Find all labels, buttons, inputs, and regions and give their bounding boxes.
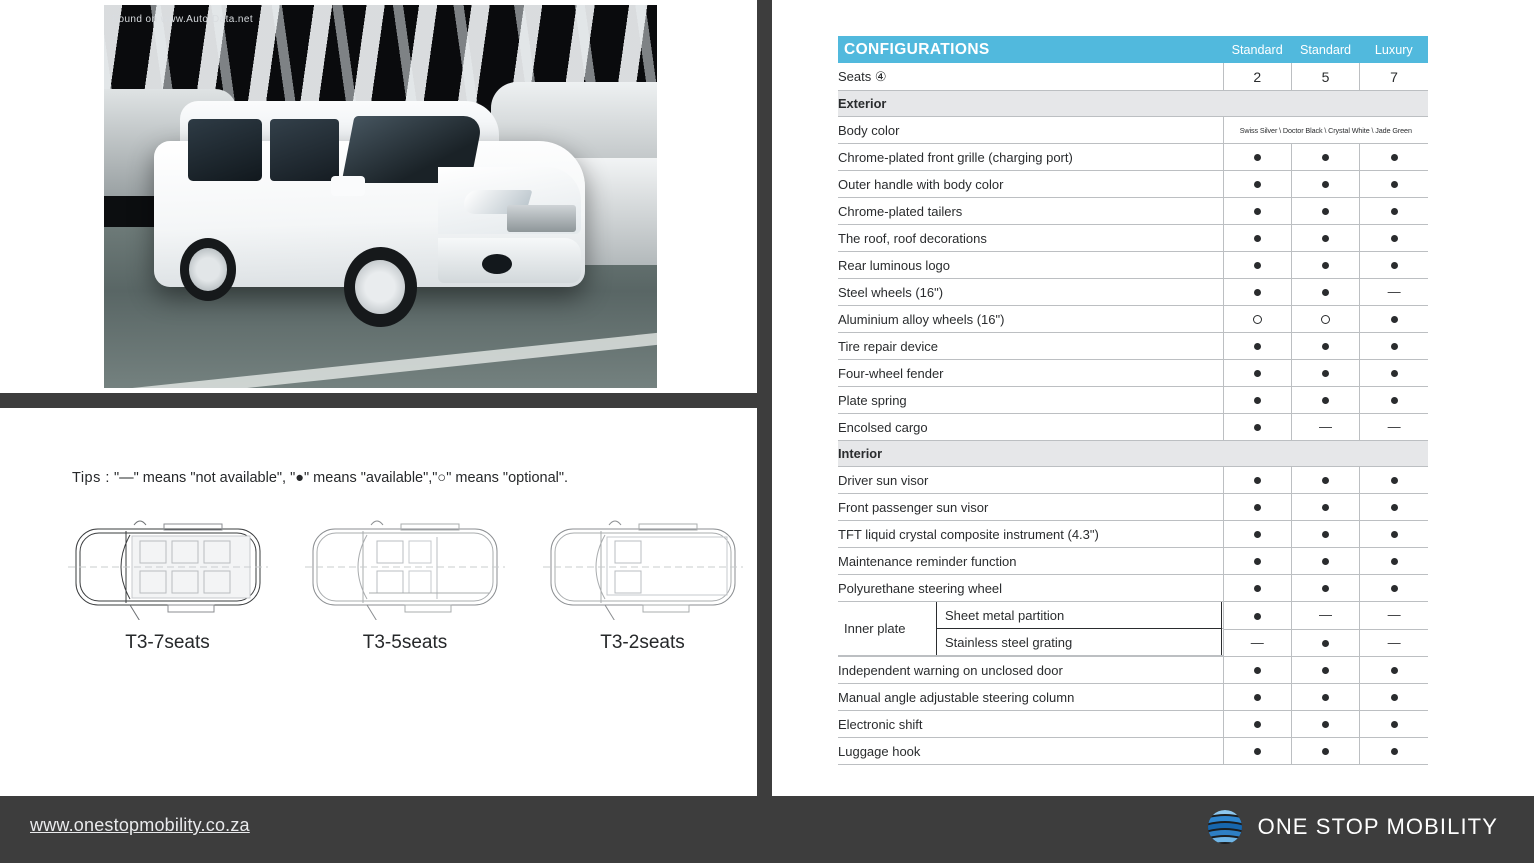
- not-available-dash-icon: —: [1387, 634, 1401, 650]
- table-row: [838, 144, 1428, 171]
- cell-variant-1: [1223, 602, 1291, 630]
- cell-variant-1: [1223, 387, 1291, 414]
- tips-text: "—" means "not available", "●" means "available","○" means "optional".: [113, 470, 569, 486]
- available-dot-icon: [1254, 289, 1261, 296]
- website-link[interactable]: www.onestopmobility.co.za: [30, 815, 250, 835]
- cell-variant-3: [1360, 387, 1428, 414]
- available-dot-icon: [1391, 558, 1398, 565]
- cell-variant-1: [1223, 711, 1291, 738]
- row-label: Plate spring: [838, 387, 1223, 414]
- cell-variant-3: [1360, 414, 1428, 441]
- table-row: [838, 171, 1428, 198]
- available-dot-icon: [1391, 504, 1398, 511]
- available-dot-icon: [1391, 370, 1398, 377]
- row-label: Luggage hook: [838, 738, 1223, 765]
- van-illustration: [154, 101, 585, 323]
- row-label: Manual angle adjustable steering column: [838, 684, 1223, 711]
- not-available-dash-icon: —: [1250, 634, 1264, 650]
- row-label: Aluminium alloy wheels (16"): [838, 306, 1223, 333]
- available-dot-icon: [1322, 721, 1329, 728]
- available-dot-icon: [1322, 262, 1329, 269]
- row-label: Body color: [838, 117, 1223, 144]
- configurations-table: [838, 36, 1428, 765]
- table-row: [838, 738, 1428, 765]
- table-row: [838, 467, 1428, 494]
- cell-variant-2: [1291, 279, 1359, 306]
- available-dot-icon: [1391, 181, 1398, 188]
- cell-variant-2: [1291, 602, 1359, 630]
- available-dot-icon: [1254, 397, 1261, 404]
- table-row: [838, 225, 1428, 252]
- table-row: [838, 198, 1428, 225]
- available-dot-icon: [1322, 154, 1329, 161]
- row-label: Front passenger sun visor: [838, 494, 1223, 521]
- cell-variant-3: [1360, 333, 1428, 360]
- available-dot-icon: [1254, 262, 1261, 269]
- cell-variant-2: [1291, 521, 1359, 548]
- cell-variant-1: [1223, 360, 1291, 387]
- available-dot-icon: [1322, 235, 1329, 242]
- van-top-view-5seats-icon: [305, 515, 505, 620]
- seat-layout-diagrams: [60, 515, 750, 685]
- cell-variant-3: [1360, 467, 1428, 494]
- vehicle-photo: [104, 5, 657, 388]
- available-dot-icon: [1322, 558, 1329, 565]
- available-dot-icon: [1322, 531, 1329, 538]
- cell-variant-3: [1360, 548, 1428, 575]
- available-dot-icon: [1391, 748, 1398, 755]
- not-available-dash-icon: —: [1387, 607, 1401, 623]
- available-dot-icon: [1322, 477, 1329, 484]
- available-dot-icon: [1391, 585, 1398, 592]
- available-dot-icon: [1254, 370, 1261, 377]
- brand-logo: [1204, 806, 1498, 848]
- van-top-view-2seats-icon: [543, 515, 743, 620]
- table-row: [838, 684, 1428, 711]
- row-label: Chrome-plated tailers: [838, 198, 1223, 225]
- cell-variant-3: [1360, 306, 1428, 333]
- cell-variant-2: [1291, 225, 1359, 252]
- available-dot-icon: [1322, 585, 1329, 592]
- tips-label: Tips :: [72, 470, 110, 486]
- available-dot-icon: [1254, 235, 1261, 242]
- available-dot-icon: [1322, 208, 1329, 215]
- not-available-dash-icon: —: [1319, 607, 1332, 623]
- cell-variant-1: [1223, 333, 1291, 360]
- diagram-t3-5seats: [298, 515, 513, 654]
- globe-icon: [1204, 806, 1246, 848]
- cell-variant-2: [1291, 387, 1359, 414]
- available-dot-icon: [1254, 748, 1261, 755]
- available-dot-icon: [1254, 343, 1261, 350]
- cell-variant-3: [1360, 521, 1428, 548]
- available-dot-icon: [1391, 397, 1398, 404]
- not-available-dash-icon: —: [1387, 419, 1401, 434]
- table-section-header: [838, 91, 1428, 117]
- cell-variant-1: [1223, 548, 1291, 575]
- column-header-2: Standard: [1291, 36, 1359, 63]
- optional-circle-icon: [1253, 315, 1262, 324]
- table-body: [838, 63, 1428, 765]
- row-label: Encolsed cargo: [838, 414, 1223, 441]
- available-dot-icon: [1254, 613, 1261, 620]
- cell-variant-2: [1291, 629, 1359, 657]
- available-dot-icon: [1391, 477, 1398, 484]
- cell-variant-2: [1291, 252, 1359, 279]
- horizontal-divider: [0, 393, 762, 408]
- row-group-label: Inner plate: [838, 602, 937, 656]
- available-dot-icon: [1391, 262, 1398, 269]
- cell-variant-1: [1223, 521, 1291, 548]
- subtable-row: [838, 602, 1223, 629]
- cell-variant-3: [1360, 279, 1428, 306]
- available-dot-icon: [1254, 477, 1261, 484]
- cell-variant-2: [1291, 198, 1359, 225]
- section-label: Exterior: [838, 91, 1428, 117]
- available-dot-icon: [1254, 208, 1261, 215]
- cell-variant-3: [1360, 711, 1428, 738]
- seats-value-3: 7: [1360, 63, 1428, 91]
- row-label: TFT liquid crystal composite instrument (4.3"): [838, 521, 1223, 548]
- cell-variant-1: [1223, 657, 1291, 684]
- table-section-header: [838, 441, 1428, 467]
- row-label: Rear luminous logo: [838, 252, 1223, 279]
- table-header: [838, 36, 1428, 63]
- available-dot-icon: [1322, 343, 1329, 350]
- cell-variant-2: [1291, 684, 1359, 711]
- row-label: Outer handle with body color: [838, 171, 1223, 198]
- body-color-options: Swiss Silver \ Doctor Black \ Crystal White \ Jade Green: [1223, 117, 1428, 144]
- available-dot-icon: [1254, 558, 1261, 565]
- available-dot-icon: [1391, 208, 1398, 215]
- cell-variant-3: [1360, 575, 1428, 602]
- cell-variant-3: [1360, 602, 1428, 630]
- cell-variant-1: [1223, 629, 1291, 657]
- column-header-3: Luxury: [1360, 36, 1428, 63]
- not-available-dash-icon: —: [1319, 419, 1332, 434]
- row-label: Steel wheels (16"): [838, 279, 1223, 306]
- table-row: [838, 360, 1428, 387]
- not-available-dash-icon: —: [1387, 284, 1401, 299]
- cell-variant-2: [1291, 575, 1359, 602]
- available-dot-icon: [1322, 667, 1329, 674]
- column-header-1: Standard: [1223, 36, 1291, 63]
- cell-variant-3: [1360, 684, 1428, 711]
- available-dot-icon: [1322, 640, 1329, 647]
- cell-variant-3: [1360, 494, 1428, 521]
- table-row: [838, 711, 1428, 738]
- cell-variant-2: [1291, 306, 1359, 333]
- diagram-label: T3-2seats: [600, 632, 685, 653]
- available-dot-icon: [1254, 585, 1261, 592]
- cell-variant-3: [1360, 252, 1428, 279]
- available-dot-icon: [1254, 154, 1261, 161]
- table-row: [838, 548, 1428, 575]
- cell-variant-3: [1360, 198, 1428, 225]
- cell-variant-2: [1291, 738, 1359, 765]
- row-label: Seats ④: [838, 63, 1223, 91]
- cell-variant-2: [1291, 360, 1359, 387]
- row-sublabel: Sheet metal partition: [937, 602, 1222, 629]
- diagram-label: T3-5seats: [362, 632, 448, 653]
- seats-value-1: 2: [1223, 63, 1291, 91]
- available-dot-icon: [1322, 748, 1329, 755]
- available-dot-icon: [1254, 531, 1261, 538]
- seats-value-2: 5: [1291, 63, 1359, 91]
- table-row-seats: [838, 63, 1428, 91]
- row-label: Four-wheel fender: [838, 360, 1223, 387]
- cell-variant-1: [1223, 252, 1291, 279]
- table-row: [838, 657, 1428, 684]
- available-dot-icon: [1322, 181, 1329, 188]
- diagram-t3-7seats: [60, 515, 275, 654]
- row-label: Electronic shift: [838, 711, 1223, 738]
- cell-variant-3: [1360, 360, 1428, 387]
- inner-plate-subtable: [838, 602, 1223, 656]
- available-dot-icon: [1254, 504, 1261, 511]
- table-row: [838, 252, 1428, 279]
- table-row: [838, 575, 1428, 602]
- table-row: [838, 306, 1428, 333]
- row-label: The roof, roof decorations: [838, 225, 1223, 252]
- brand-name: ONE STOP MOBILITY: [1257, 814, 1498, 839]
- cell-variant-1: [1223, 494, 1291, 521]
- available-dot-icon: [1322, 504, 1329, 511]
- row-sublabel: Stainless steel grating: [937, 629, 1222, 656]
- available-dot-icon: [1322, 694, 1329, 701]
- cell-variant-3: [1360, 657, 1428, 684]
- photo-watermark: Found on www.Auto-Data.net: [112, 14, 254, 25]
- table-row: [838, 387, 1428, 414]
- table-row: [838, 333, 1428, 360]
- available-dot-icon: [1322, 289, 1329, 296]
- available-dot-icon: [1391, 154, 1398, 161]
- section-label: Interior: [838, 441, 1428, 467]
- available-dot-icon: [1254, 181, 1261, 188]
- table-row: [838, 521, 1428, 548]
- cell-variant-1: [1223, 467, 1291, 494]
- cell-variant-1: [1223, 738, 1291, 765]
- cell-variant-1: [1223, 144, 1291, 171]
- row-label: Driver sun visor: [838, 467, 1223, 494]
- available-dot-icon: [1254, 694, 1261, 701]
- cell-variant-2: [1291, 657, 1359, 684]
- optional-circle-icon: [1321, 315, 1330, 324]
- tips-line: [72, 470, 568, 486]
- cell-variant-2: [1291, 711, 1359, 738]
- cell-variant-2: [1291, 467, 1359, 494]
- cell-variant-2: [1291, 144, 1359, 171]
- van-top-view-7seats-icon: [68, 515, 268, 620]
- row-label: Maintenance reminder function: [838, 548, 1223, 575]
- table-row: [838, 602, 1428, 630]
- row-label: Tire repair device: [838, 333, 1223, 360]
- cell-variant-1: [1223, 575, 1291, 602]
- diagram-t3-2seats: [535, 515, 750, 654]
- cell-variant-2: [1291, 171, 1359, 198]
- cell-variant-2: [1291, 548, 1359, 575]
- cell-variant-1: [1223, 684, 1291, 711]
- row-label: Polyurethane steering wheel: [838, 575, 1223, 602]
- cell-variant-2: [1291, 333, 1359, 360]
- table-row: [838, 279, 1428, 306]
- available-dot-icon: [1254, 667, 1261, 674]
- available-dot-icon: [1391, 316, 1398, 323]
- diagram-label: T3-7seats: [125, 632, 210, 653]
- available-dot-icon: [1322, 370, 1329, 377]
- cell-variant-3: [1360, 171, 1428, 198]
- row-label: Chrome-plated front grille (charging port): [838, 144, 1223, 171]
- available-dot-icon: [1391, 343, 1398, 350]
- cell-variant-1: [1223, 279, 1291, 306]
- cell-variant-1: [1223, 306, 1291, 333]
- available-dot-icon: [1254, 424, 1261, 431]
- table-row: [838, 414, 1428, 441]
- table-row: [838, 117, 1428, 144]
- available-dot-icon: [1254, 721, 1261, 728]
- table-title: CONFIGURATIONS: [838, 36, 1223, 63]
- cell-variant-1: [1223, 225, 1291, 252]
- cell-variant-2: [1291, 414, 1359, 441]
- cell-variant-1: [1223, 171, 1291, 198]
- cell-variant-2: [1291, 494, 1359, 521]
- table-row: [838, 494, 1428, 521]
- cell-variant-3: [1360, 144, 1428, 171]
- cell-variant-1: [1223, 414, 1291, 441]
- available-dot-icon: [1391, 694, 1398, 701]
- cell-variant-3: [1360, 738, 1428, 765]
- cell-variant-3: [1360, 629, 1428, 657]
- row-label: Independent warning on unclosed door: [838, 657, 1223, 684]
- available-dot-icon: [1391, 531, 1398, 538]
- available-dot-icon: [1322, 397, 1329, 404]
- cell-variant-1: [1223, 198, 1291, 225]
- available-dot-icon: [1391, 667, 1398, 674]
- available-dot-icon: [1391, 721, 1398, 728]
- cell-variant-3: [1360, 225, 1428, 252]
- available-dot-icon: [1391, 235, 1398, 242]
